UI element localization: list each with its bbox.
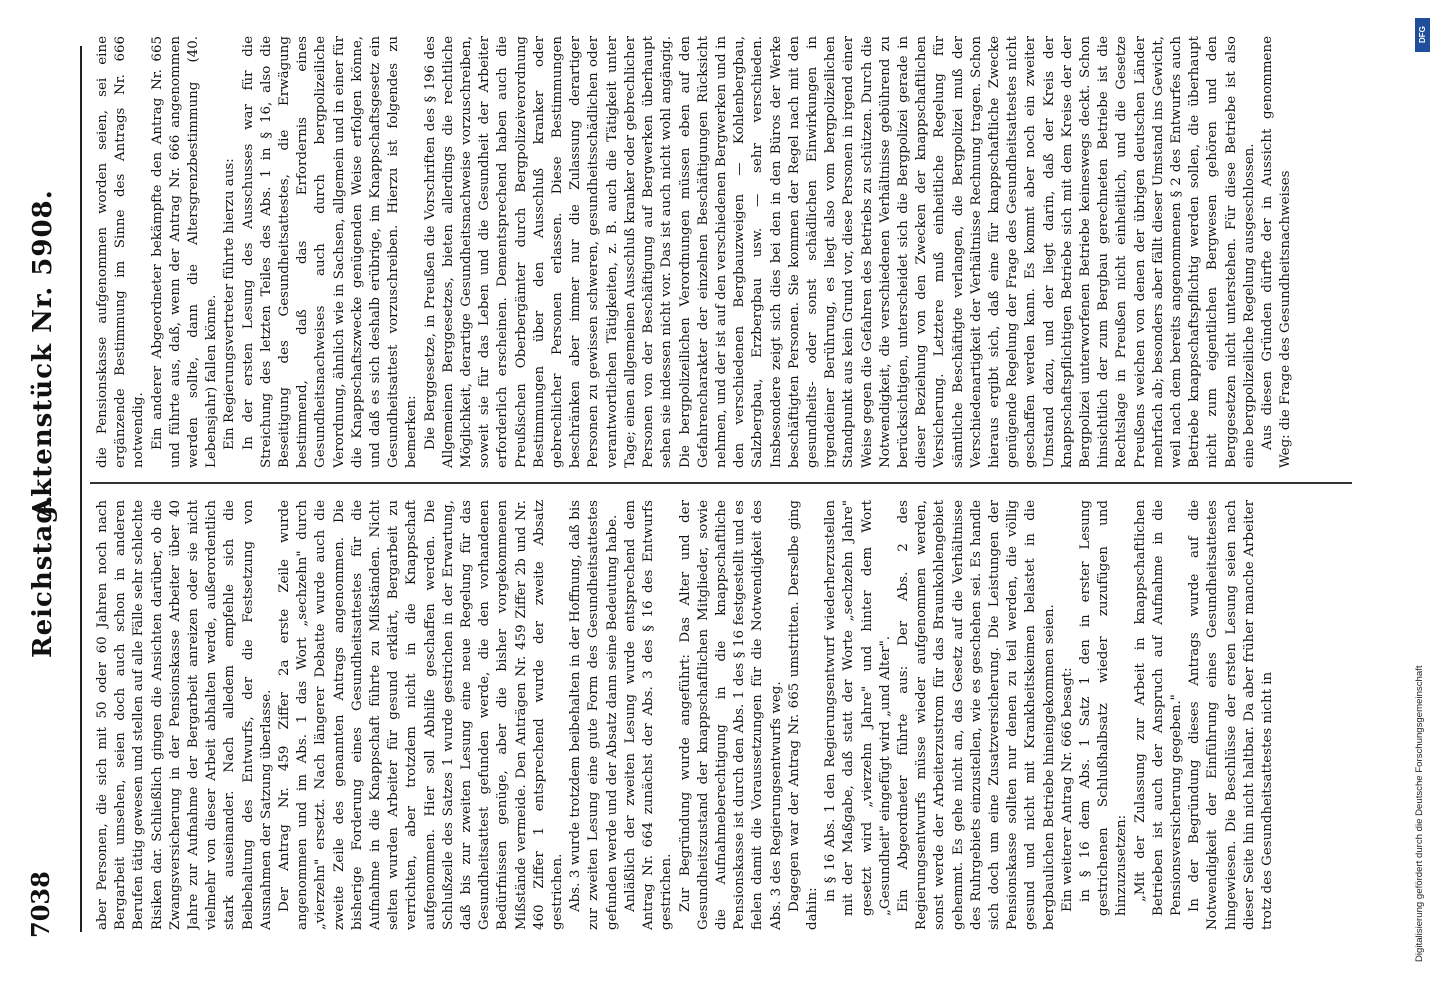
paragraph: Abs. 3 wurde trotzdem beibehalten in der Hoffnung, daß bis zur zweiten Lesung eine gute Form des Gesundheitsattestes gefunden werde und der Absatz dann seine Bedeutung habe. [568,500,620,930]
paragraph: die Pensionskasse aufgenommen worden seien, sei eine ergänzende Bestimmung im Sinne des Antrags Nr. 666 notwendig. [95,36,147,468]
quoted-amendment: in § 16 dem Abs. 1 Satz 1 den in erster Lesung gestrichenen Schlußhalbsatz wieder zuzufügen und hinzuzusetzen: [1077,500,1130,916]
quoted-amendment: „Mit der Zulassung zur Arbeit in knappschaftlichen Betrieben ist auch der Anspruch auf Aufnahme in die Pensionsversicherung gegeben." [1132,500,1184,916]
paragraph: Zur Begründung wurde angeführt: Das Alter und der Gesundheitszustand der knappschaftlichen Mitglieder, sowie die Aufnahmeberechtigung in die knappschaftliche Pensionskasse ist durch den Abs. 1 des § 16 festgestellt und es fielen damit die Voraussetzungen für die Notwendigkeit des Abs. 3 des Regierungsentwurfs weg. [677,500,784,930]
paragraph: In der Begründung dieses Antrags wurde auf die Notwendigkeit der Einführung eines Gesundheitsattestes hingewiesen. Die Beschlüsse der ersten Lesung seien nach dieser Seite hin nicht haltbar. Da aber früher manche Arbeiter trotz des Gesundheitsattestes nicht in [1187,500,1275,930]
paragraph: Dagegen war der Antrag Nr. 665 umstritten. Derselbe ging dahin: [786,500,820,930]
left-column [94,500,1352,930]
paragraph: Die Berggesetze, in Preußen die Vorschriften des § 196 des Allgemeinen Berggesetzes, bieten allerdings die rechtliche Möglichkeit, derartige Gesundheitsnachweise vorzuschreiben, soweit sie für das Leben und die Gesundheit der Arbeiter erforderlich erscheinen. Dementsprechend haben auch die Preußischen Oberbergämter durch Bergpolizeiverordnung Bestimmungen über den Ausschluß kranker oder gebrechlicher Personen erlassen. Diese Bestimmungen beschränken aber immer nur die Zulassung derartiger Personen zu gewissen schweren, gesundheitsschädlichen oder verantwortlichen Tätigkeiten, z. B. auch die Tätigkeit unter Tage; einen allgemeinen Ausschluß kranker oder gebrechlicher Personen von der Beschäftigung auf Bergwerken überhaupt sehen sie indessen nicht vor. Das ist auch nicht wohl angängig. Die bergpolizeilichen Verordnungen müssen eben auf den Gefahrencharakter der einzelnen Beschäftigungen Rücksicht nehmen, und der ist auf den verschiedenen Bergwerken und in den verschiedenen Bergbauzweigen — Kohlenbergbau, Salzbergbau, Erzbergbau usw. — sehr verschieden. Insbesondere zeigt sich dies bei den in den Büros der Werke beschäftigten Personen. Sie kommen der Regel nach mit den gesundheits- oder sonst schädlichen Einwirkungen in irgendeiner Berührung, es liegt also vom bergpolizeilichen Standpunkt aus kein Grund vor, diese Personen in irgend einer Weise gegen die Gefahren des Betriebs zu schützen. Durch die Notwendigkeit, die verschiedenen Verhältnisse gebührend zu berücksichtigen, unterscheidet sich die Bergpolizei gerade in dieser Beziehung von den Zwecken der knappschaftlichen Versicherung. Letztere muß einheitliche Regelung für sämtliche Beschäftigte verlangen, die Bergpolizei muß der Verschiedenartigkeit der Verhältnisse Rechnung tragen. Schon hieraus ergibt sich, daß eine für knappschaftliche Zwecke genügende Regelung der Frage des Gesundheitsattestes nicht geschaffen werden kann. Es kommt aber noch ein zweiter Umstand dazu, und der liegt darin, daß der Kreis der knappschaftspflichtigen Betriebe sich mit dem Kreise der der Bergpolizei unterworfenen Betriebe keineswegs deckt. Schon hinsichtlich der zum Bergbau gerechneten Betriebe ist die Rechtslage in Preußen nicht einheitlich, und die Gesetze Preußens weichen von denen der übrigen deutschen Länder mehrfach ab; besonders aber fällt dieser Umstand ins Gewicht, weil nach dem bereits angenommenen § 2 des Entwurfes auch Betriebe knappschaftspflichtig werden sollen, die überhaupt nicht zum eigentlichen Bergwesen gehören und den Berggesetzen nicht unterstehen. Für diese Betriebe ist also eine bergpolizeiliche Regelung ausgeschlossen. [422,36,1257,468]
paragraph: Anläßlich der zweiten Lesung wurde entsprechend dem Antrag Nr. 664 zunächst der Abs. 3 des § 16 des Entwurfs gestrichen. [622,500,675,930]
paragraph: Ein Abgeordneter führte aus: Der Abs. 2 des Regierungsentwurfs müsse wieder aufgenommen werden, sonst werde der Arbeiterzustrom für das Braunkohlengebiet gehemmt. Es gehe nicht an, das Gesetz auf die Verhältnisse des Ruhrgebiets einzustellen, wie es geschehen sei. Es handle sich doch um eine Zusatzversicherung. Die Leistungen der Pensionskasse sollten nur denen zu teil werden, die völlig gesund und nicht mit Krankheitskeimen belastet in die bergbaulichen Betriebe hineingekommen seien. [895,500,1057,930]
credit-text: Digitalisierung gefördert durch die Deutsche Forschungsgemeinschaft [1414,665,1425,962]
page-number: 7038 [26,871,55,938]
right-column [94,36,1352,468]
paragraph: Aus diesen Gründen dürfte der in Aussicht genommene Weg: die Frage des Gesundheitsnachweises [1260,36,1294,468]
paragraph: In der ersten Lesung des Ausschusses war für die Streichung des letzten Teiles des Abs. 1 in § 16, also die Beseitigung des Gesundheitsattestes, die Erwägung bestimmend, daß das Erfordernis eines Gesundheitsnachweises auch durch bergpolizeiliche Verordnung, ähnlich wie in Sachsen, allgemein und in einer für die Knappschaftszwecke genügenden Weise erfolgen könne, und daß es sich deshalb erübrige, im Knappschaftsgesetz ein Gesundheitsattest vorzuschreiben. Hierzu ist folgendes zu bemerken: [240,36,420,468]
document-number: Aktenstück Nr. 5908. [28,189,58,518]
quoted-amendment: in § 16 Abs. 1 den Regierungsentwurf wiederherzustellen mit der Maßgabe, daß statt der Worte „sechzehn Jahre" gesetzt wird „vierzehn Jahre" und hinter dem Wort „Gesundheit" eingefügt wird „und Alter". [823,500,893,916]
dfg-logo: DFG [1415,18,1430,52]
paragraph: Ein anderer Abgeordneter bekämpfte den Antrag Nr. 665 und führte aus, daß, wenn der Antrag Nr. 666 angenommen werden sollte, dann die Altersgrenzbestimmung (40. Lebensjahr) fallen könne. [149,36,220,468]
page-header [26,36,66,938]
paragraph: Der Antrag Nr. 459 Ziffer 2a erste Zeile wurde angenommen und im Abs. 1 das Wort „sechzehn" durch „vierzehn" ersetzt. Nach längerer Debatte wurde auch die zweite Zeile des genannten Antrags angenommen. Die bisherige Forderung eines Gesundheitsattestes für die Aufnahme in die Knappschaft führte zu Mißständen. Nicht selten wurden Arbeiter für gesund erklärt, Bergarbeit zu verrichten, aber trotzdem nicht in die Knappschaft aufgenommen. Hier soll Abhilfe geschaffen werden. Die Schlußzeile des Satzes 1 wurde gestrichen in der Erwartung, daß bis zur zweiten Lesung eine neue Regelung für das Gesundheitsattest gefunden werde, die den vorhandenen Bedürfnissen genüge, aber die bisher vorgekommenen Mißstände vermeide. Den Anträgen Nr. 459 Ziffer 2b und Nr. 460 Ziffer 1 entsprechend wurde der zweite Absatz gestrichen. [277,500,566,930]
publication-title: Reichstag. [28,494,58,658]
document-page [2,6,1412,996]
column-divider [90,482,1352,484]
digitization-credit [1414,10,1432,990]
header-rule [80,46,82,932]
paragraph: Ein Regierungsvertreter führte hierzu aus: [222,158,238,450]
paragraph: aber Personen, die sich mit 50 oder 60 Jahren noch nach Bergarbeit umsehen, seien doch auch schon in anderen Berufen tätig gewesen und stellen auf alle Fälle sehr schlechte Risiken dar. Schließlich gingen die Ansichten darüber, ob die Zwangsversicherung in der Pensionskasse Arbeiter über 40 Jahre zur Aufnahme der Bergarbeit anreizen oder sie nicht vielmehr von dieser Arbeit abhalten werde, außerordentlich stark auseinander. Nach alledem empfehle sich die Beibehaltung des Entwurfs, der die Festsetzung von Ausnahmen der Satzung überlasse. [95,500,274,930]
paragraph: Ein weiterer Antrag Nr. 666 besagt: [1059,667,1075,912]
